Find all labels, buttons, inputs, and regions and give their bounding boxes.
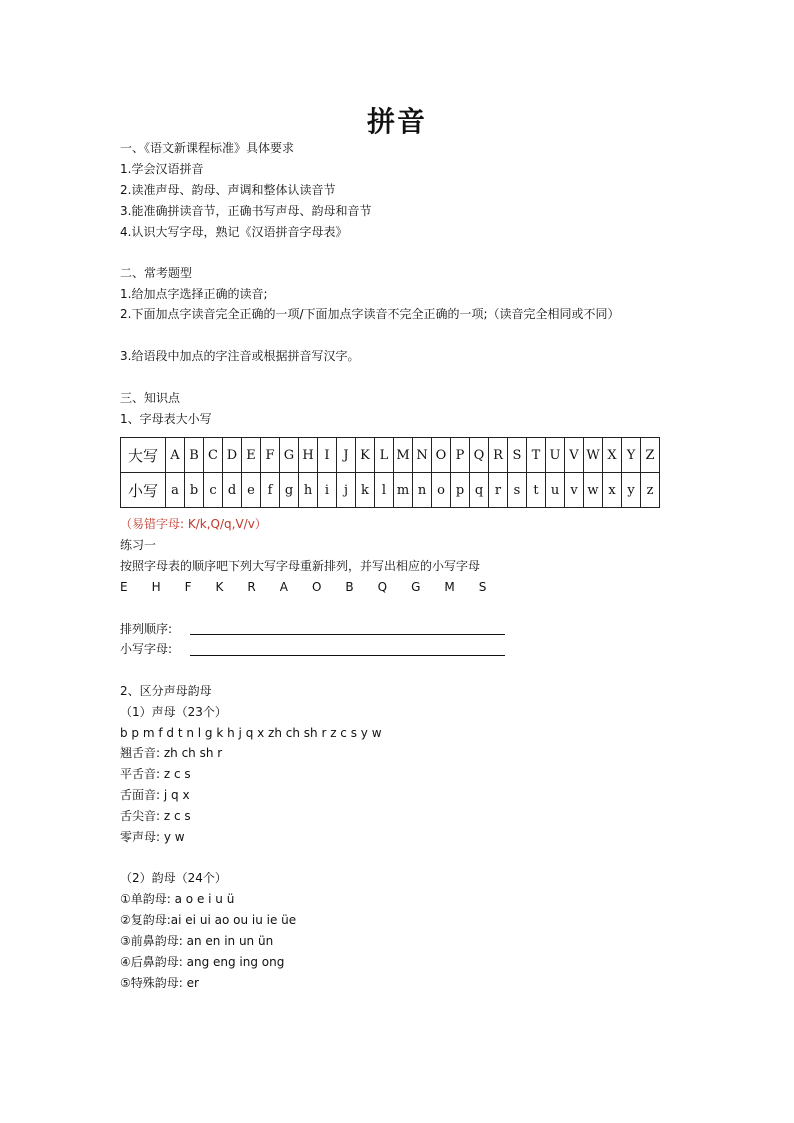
exercise-instruction: 按照字母表的顺序吧下列大写字母重新排列，并写出相应的小写字母 bbox=[120, 559, 481, 573]
section2-heading: 二、常考题型 bbox=[120, 266, 193, 280]
lowercase-letter-cell: h bbox=[299, 473, 318, 508]
uppercase-letter-cell: T bbox=[527, 438, 546, 473]
finals-group: ⑤特殊韵母: er bbox=[120, 976, 199, 990]
lowercase-letter-cell: b bbox=[185, 473, 204, 508]
exercise-letter: H bbox=[151, 580, 161, 594]
uppercase-letter-cell: C bbox=[204, 438, 223, 473]
exercise-letter: F bbox=[184, 580, 192, 594]
lowercase-letter-cell: v bbox=[565, 473, 584, 508]
uppercase-letter-cell: W bbox=[584, 438, 603, 473]
lowercase-letter-cell: c bbox=[204, 473, 223, 508]
uppercase-letter-cell: G bbox=[280, 438, 299, 473]
uppercase-letter-cell: Z bbox=[641, 438, 660, 473]
uppercase-letter-cell: X bbox=[603, 438, 622, 473]
section1-item: 3.能准确拼读音节，正确书写声母、韵母和音节 bbox=[120, 204, 372, 218]
finals-group: ②复韵母:ai ei ui ao ou iu ie üe bbox=[120, 913, 297, 927]
uppercase-label: 大写 bbox=[121, 438, 166, 473]
uppercase-letter-cell: M bbox=[394, 438, 413, 473]
uppercase-letter-cell: N bbox=[413, 438, 432, 473]
lowercase-letter-cell: d bbox=[223, 473, 242, 508]
lowercase-letter-cell: m bbox=[394, 473, 413, 508]
exercise-letter: B bbox=[345, 580, 354, 594]
exercise-letter: O bbox=[311, 580, 322, 594]
uppercase-letter-cell: R bbox=[489, 438, 508, 473]
uppercase-letter-cell: Q bbox=[470, 438, 489, 473]
lowercase-letter-cell: s bbox=[508, 473, 527, 508]
exercise-letter: S bbox=[478, 580, 487, 594]
finals-group: ③前鼻韵母: an en in un ün bbox=[120, 934, 274, 948]
uppercase-letter-cell: A bbox=[166, 438, 185, 473]
lowercase-letter-cell: p bbox=[451, 473, 470, 508]
initials-group: 翘舌音: zh ch sh r bbox=[120, 746, 223, 760]
exercise-title: 练习一 bbox=[120, 538, 157, 552]
uppercase-letter-cell: I bbox=[318, 438, 337, 473]
uppercase-letter-cell: H bbox=[299, 438, 318, 473]
section2-item: 1.给加点字选择正确的读音; bbox=[120, 287, 268, 301]
uppercase-letter-cell: O bbox=[432, 438, 451, 473]
uppercase-letter-cell: J bbox=[337, 438, 356, 473]
alphabet-table bbox=[120, 437, 660, 508]
exercise-letter: G bbox=[411, 580, 421, 594]
exercise-letter: Q bbox=[377, 580, 388, 594]
lowercase-letter-cell: x bbox=[603, 473, 622, 508]
lowercase-letter-cell: i bbox=[318, 473, 337, 508]
lowercase-letter-cell: u bbox=[546, 473, 565, 508]
exercise-letter: A bbox=[279, 580, 288, 594]
section1-item: 4.认识大写字母，熟记《汉语拼音字母表》 bbox=[120, 225, 348, 239]
subsection-alphabet: 1、字母表大小写 bbox=[120, 412, 212, 426]
section2-item: 3.给语段中加点的字注音或根据拼音写汉字。 bbox=[120, 349, 360, 363]
confusing-letters-note: （易错字母: K/k,Q/q,V/v） bbox=[120, 517, 267, 531]
uppercase-letter-cell: K bbox=[356, 438, 375, 473]
finals-heading: （2）韵母（24个） bbox=[120, 871, 227, 885]
lowercase-letter-cell: t bbox=[527, 473, 546, 508]
uppercase-letter-cell: B bbox=[185, 438, 204, 473]
table-row-uppercase bbox=[121, 438, 660, 473]
uppercase-letter-cell: U bbox=[546, 438, 565, 473]
lowercase-answer-label: 小写字母: bbox=[120, 642, 173, 656]
lowercase-letter-cell: g bbox=[280, 473, 299, 508]
initials-list: b p m f d t n l g k h j q x zh ch sh r z c s y w bbox=[120, 726, 382, 740]
table-row-lowercase bbox=[121, 473, 660, 508]
lowercase-letter-cell: a bbox=[166, 473, 185, 508]
order-answer-line[interactable] bbox=[190, 634, 505, 635]
exercise-letter: M bbox=[444, 580, 455, 594]
uppercase-letter-cell: E bbox=[242, 438, 261, 473]
section1-item: 2.读准声母、韵母、声调和整体认读音节 bbox=[120, 183, 336, 197]
section1-item: 1.学会汉语拼音 bbox=[120, 162, 204, 176]
lowercase-letter-cell: l bbox=[375, 473, 394, 508]
section1-heading: 一、《语文新课程标准》具体要求 bbox=[120, 141, 295, 155]
initials-group: 舌尖音: z c s bbox=[120, 809, 191, 823]
finals-group: ④后鼻韵母: ang eng ing ong bbox=[120, 955, 285, 969]
uppercase-letter-cell: S bbox=[508, 438, 527, 473]
uppercase-letter-cell: L bbox=[375, 438, 394, 473]
initials-group: 舌面音: j q x bbox=[120, 788, 190, 802]
lowercase-letter-cell: k bbox=[356, 473, 375, 508]
subsection-initials-finals: 2、区分声母韵母 bbox=[120, 684, 212, 698]
uppercase-letter-cell: V bbox=[565, 438, 584, 473]
uppercase-letter-cell: Y bbox=[622, 438, 641, 473]
lowercase-letter-cell: e bbox=[242, 473, 261, 508]
lowercase-letter-cell: f bbox=[261, 473, 280, 508]
exercise-letter: E bbox=[120, 580, 128, 594]
exercise-letter: R bbox=[247, 580, 256, 594]
initials-group: 平舌音: z c s bbox=[120, 767, 191, 781]
lowercase-letter-cell: r bbox=[489, 473, 508, 508]
exercise-letters bbox=[120, 579, 510, 595]
uppercase-letter-cell: D bbox=[223, 438, 242, 473]
section3-heading: 三、知识点 bbox=[120, 391, 181, 405]
lowercase-letter-cell: w bbox=[584, 473, 603, 508]
order-label: 排列顺序: bbox=[120, 622, 173, 636]
lowercase-letter-cell: q bbox=[470, 473, 489, 508]
uppercase-letter-cell: P bbox=[451, 438, 470, 473]
finals-group: ①单韵母: a o e i u ü bbox=[120, 892, 235, 906]
page-title: 拼音 bbox=[366, 105, 427, 138]
lowercase-letter-cell: j bbox=[337, 473, 356, 508]
initials-group: 零声母: y w bbox=[120, 830, 185, 844]
lowercase-letter-cell: z bbox=[641, 473, 660, 508]
uppercase-letter-cell: F bbox=[261, 438, 280, 473]
lowercase-letter-cell: o bbox=[432, 473, 451, 508]
lowercase-letter-cell: y bbox=[622, 473, 641, 508]
lowercase-letter-cell: n bbox=[413, 473, 432, 508]
exercise-letter: K bbox=[215, 580, 224, 594]
initials-heading: （1）声母（23个） bbox=[120, 705, 227, 719]
lowercase-answer-line[interactable] bbox=[190, 655, 505, 656]
section2-item: 2.下面加点字读音完全正确的一项/下面加点字读音不完全正确的一项;（读音完全相同或不同） bbox=[120, 307, 620, 321]
lowercase-label: 小写 bbox=[121, 473, 166, 508]
